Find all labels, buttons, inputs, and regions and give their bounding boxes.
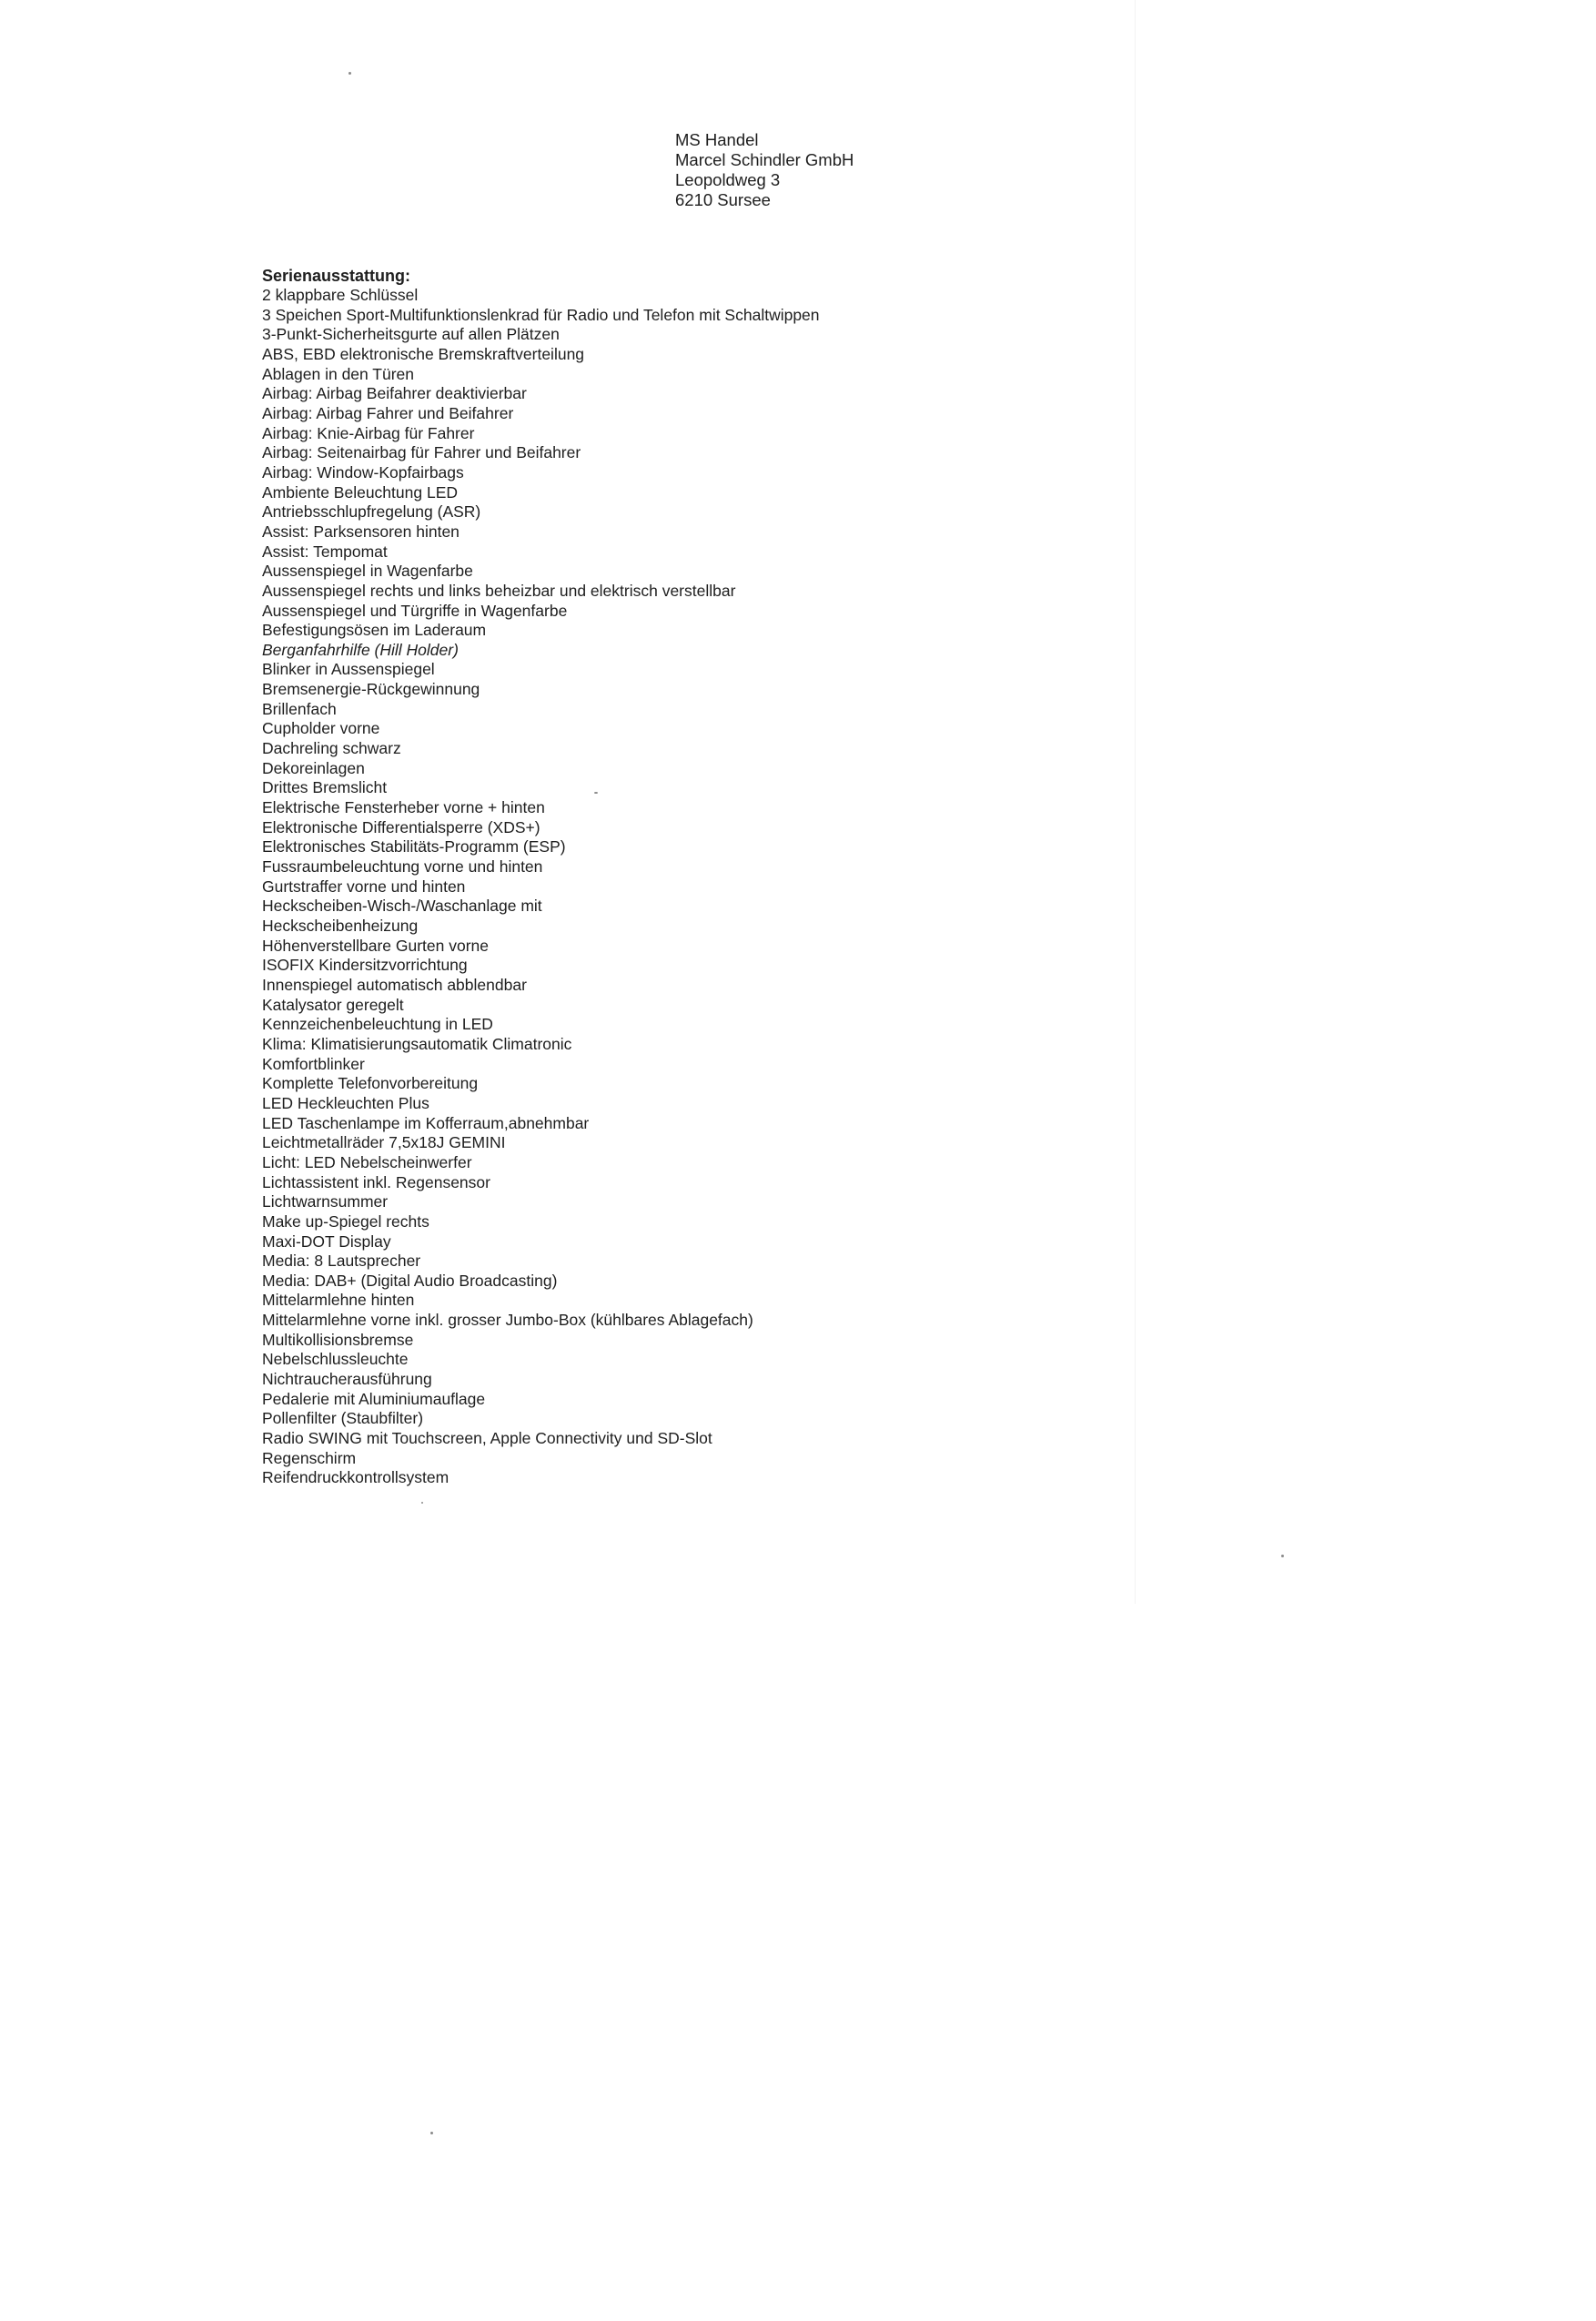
- scan-edge-shade: [1135, 0, 1136, 1604]
- equipment-item: Mittelarmlehne vorne inkl. grosser Jumbo-Box (kühlbares Ablagefach): [262, 1311, 753, 1330]
- scan-speck: [430, 2132, 433, 2134]
- equipment-item: Bremsenergie-Rückgewinnung: [262, 680, 480, 699]
- equipment-item: Multikollisionsbremse: [262, 1330, 414, 1349]
- equipment-item: Make up-Spiegel rechts: [262, 1211, 429, 1231]
- equipment-item: Ablagen in den Türen: [262, 364, 415, 383]
- equipment-item: Aussenspiegel und Türgriffe in Wagenfarbe: [262, 601, 568, 620]
- dealer-address-block: [675, 130, 854, 210]
- equipment-item: Radio SWING mit Touchscreen, Apple Connectivity und SD-Slot: [262, 1429, 712, 1448]
- postal-city: 6210 Sursee: [675, 190, 771, 209]
- equipment-item: Assist: Tempomat: [262, 542, 388, 561]
- equipment-item: Pollenfilter (Staubfilter): [262, 1409, 424, 1428]
- street-address: Leopoldweg 3: [675, 170, 781, 189]
- equipment-item: Lichtassistent inkl. Regensensor: [262, 1172, 490, 1191]
- company-name: Marcel Schindler GmbH: [675, 150, 854, 169]
- equipment-item: Brillenfach: [262, 699, 337, 718]
- equipment-item: Berganfahrhilfe (Hill Holder): [262, 640, 459, 659]
- equipment-item: Dekoreinlagen: [262, 758, 365, 777]
- equipment-item: Assist: Parksensoren hinten: [262, 522, 460, 541]
- equipment-item: Komplette Telefonvorbereitung: [262, 1074, 479, 1093]
- equipment-item: Licht: LED Nebelscheinwerfer: [262, 1152, 472, 1171]
- standard-equipment-heading: Serienausstattung:: [262, 267, 411, 285]
- equipment-item: LED Heckleuchten Plus: [262, 1093, 429, 1112]
- equipment-item: Pedalerie mit Aluminiumauflage: [262, 1389, 486, 1408]
- equipment-item: ABS, EBD elektronische Bremskraftverteilung: [262, 344, 585, 363]
- standard-equipment-section: [262, 266, 1081, 1488]
- standard-equipment-list: [262, 286, 1081, 1488]
- equipment-item: Blinker in Aussenspiegel: [262, 660, 435, 679]
- equipment-item: Elektronisches Stabilitäts-Programm (ESP): [262, 837, 566, 856]
- equipment-item: Gurtstraffer vorne und hinten: [262, 877, 466, 896]
- equipment-item: Airbag: Window-Kopfairbags: [262, 462, 464, 481]
- equipment-item: 3 Speichen Sport-Multifunktionslenkrad für Radio und Telefon mit Schaltwippen: [262, 305, 820, 324]
- equipment-item: Aussenspiegel in Wagenfarbe: [262, 562, 473, 581]
- equipment-item: Innenspiegel automatisch abblendbar: [262, 975, 527, 994]
- equipment-item: Katalysator geregelt: [262, 995, 404, 1014]
- equipment-item: Lichtwarnsummer: [262, 1192, 389, 1211]
- equipment-item: Drittes Bremslicht: [262, 778, 388, 797]
- equipment-item: Regenschirm: [262, 1448, 357, 1467]
- equipment-item: Komfortblinker: [262, 1054, 365, 1073]
- equipment-item: Reifendruckkontrollsystem: [262, 1468, 450, 1487]
- equipment-item: ISOFIX Kindersitzvorrichtung: [262, 956, 468, 975]
- equipment-item: Dachreling schwarz: [262, 739, 401, 758]
- equipment-item: Media: DAB+ (Digital Audio Broadcasting): [262, 1271, 558, 1290]
- equipment-item: 3-Punkt-Sicherheitsgurte auf allen Plätzen: [262, 325, 560, 344]
- equipment-item: 2 klappbare Schlüssel: [262, 286, 419, 304]
- equipment-item: Heckscheibenheizung: [262, 917, 419, 935]
- equipment-item: Airbag: Airbag Beifahrer deaktivierbar: [262, 384, 527, 403]
- scan-speck: [594, 792, 598, 794]
- scan-speck: [1281, 1555, 1284, 1557]
- equipment-item: Airbag: Airbag Fahrer und Beifahrer: [262, 403, 514, 422]
- equipment-item: Heckscheiben-Wisch-/Waschanlage mit: [262, 897, 542, 916]
- equipment-item: Kennzeichenbeleuchtung in LED: [262, 1015, 493, 1034]
- equipment-item: Ambiente Beleuchtung LED: [262, 482, 458, 502]
- scan-speck: [421, 1502, 423, 1504]
- equipment-item: Aussenspiegel rechts und links beheizbar und elektrisch verstellbar: [262, 581, 736, 600]
- equipment-item: Antriebsschlupfregelung (ASR): [262, 502, 481, 522]
- dealer-name: MS Handel: [675, 130, 759, 149]
- equipment-item: Maxi-DOT Display: [262, 1231, 391, 1251]
- equipment-item: Klima: Klimatisierungsautomatik Climatronic: [262, 1034, 572, 1053]
- equipment-item: Mittelarmlehne hinten: [262, 1291, 415, 1310]
- equipment-item: Fussraumbeleuchtung vorne und hinten: [262, 857, 543, 877]
- equipment-item: Cupholder vorne: [262, 719, 380, 738]
- equipment-item: Leichtmetallräder 7,5x18J GEMINI: [262, 1133, 506, 1152]
- equipment-item: Elektronische Differentialsperre (XDS+): [262, 817, 540, 836]
- equipment-item: Nebelschlussleuchte: [262, 1350, 409, 1369]
- equipment-item: Nichtraucherausführung: [262, 1370, 432, 1389]
- scan-speck: [348, 72, 351, 75]
- equipment-item: LED Taschenlampe im Kofferraum,abnehmbar: [262, 1113, 590, 1132]
- equipment-item: Höhenverstellbare Gurten vorne: [262, 936, 490, 955]
- equipment-item: Elektrische Fensterheber vorne + hinten: [262, 798, 545, 817]
- equipment-item: Media: 8 Lautsprecher: [262, 1252, 421, 1271]
- equipment-item: Befestigungsösen im Laderaum: [262, 621, 487, 640]
- equipment-item: Airbag: Knie-Airbag für Fahrer: [262, 423, 475, 442]
- equipment-item: Airbag: Seitenairbag für Fahrer und Beifahrer: [262, 443, 581, 462]
